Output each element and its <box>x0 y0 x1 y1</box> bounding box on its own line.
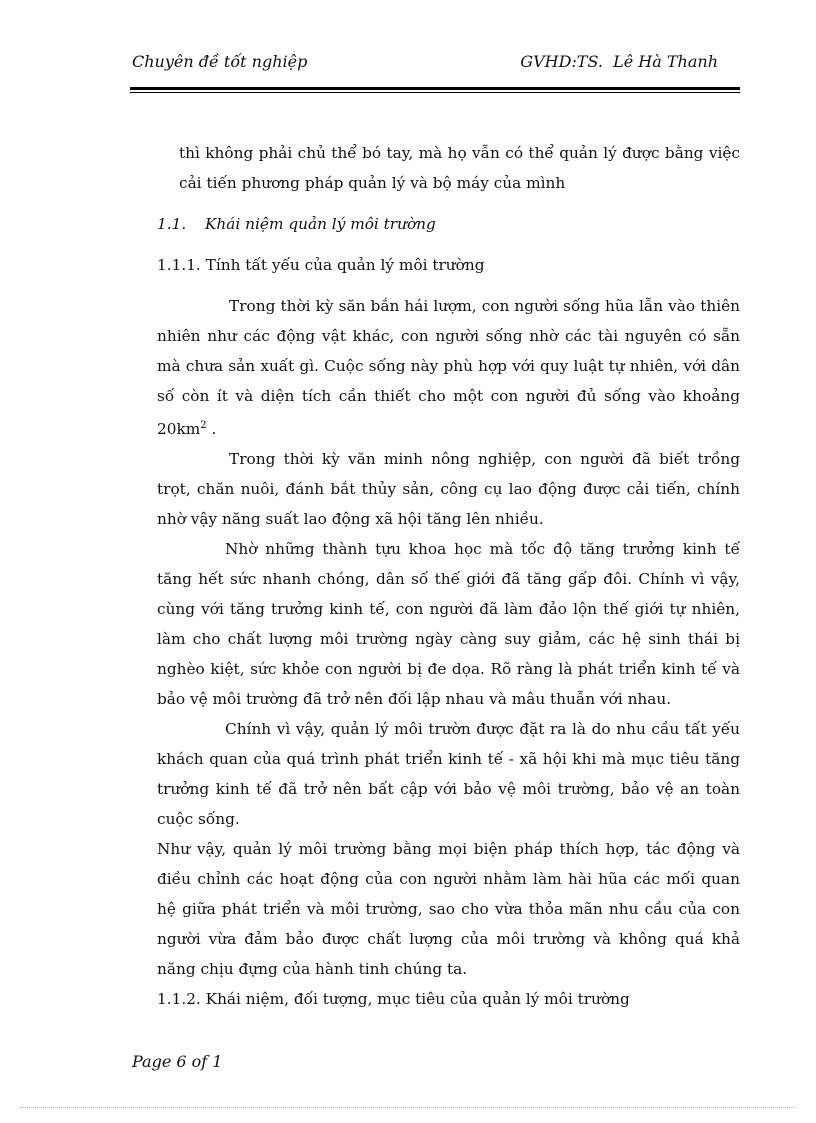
paragraph-4: Chính vì vậy, quản lý môi trườn được đặt ra là do nhu cầu tất yếu khách quan của quá trình phát triển kinh tế - xã hội khi mà mục tiêu tăng trưởng kinh tế đã trở nên bất cập với bảo vệ môi trường, bảo vệ an toàn cuộc sống. <box>157 720 740 829</box>
section-title: Khái niệm quản lý môi trường <box>205 215 436 233</box>
continuation-paragraph: thì không phải chủ thể bó tay, mà họ vẫn có thể quản lý được bằng việc cải tiến phương pháp quản lý và bộ máy của mình <box>179 144 740 192</box>
page-boundary <box>20 1107 796 1108</box>
section-heading <box>157 209 740 239</box>
subsection-heading-1: 1.1.1. Tính tất yếu của quản lý môi trường <box>157 256 485 274</box>
paragraph-5: Như vậy, quản lý môi trường bằng mọi biện pháp thích hợp, tác động và điều chỉnh các hoạt động của con người nhằm làm hài hũa các mối quan hệ giữa phát triển và môi trường, sao cho vừa thỏa mãn nhu cầu của con người vừa đảm bảo được chất lượng của môi trường và không quá khả năng chịu đựng của hành tinh chúng ta. <box>157 840 740 979</box>
subsection-heading-2: 1.1.2. Khái niệm, đối tượng, mục tiêu của quản lý môi trường <box>157 990 630 1009</box>
superscript: 2 <box>200 420 207 431</box>
paragraph-1: Trong thời kỳ săn bắn hái lượm, con người sống hũa lẫn vào thiên nhiên như các động vật khác, con người sống nhờ các tài nguyên có sẵn mà chưa sản xuất gì. Cuộc sống này phù hợp với quy luật tự nhiên, với dân số còn ít và diện tích cần thiết cho một con người đủ sống vào khoảng $20km^2$ . <box>157 297 740 439</box>
header-rule-thick <box>130 87 740 90</box>
header-rule-thin <box>130 92 740 93</box>
page-footer: Page 6 of 1 <box>132 1052 223 1071</box>
document-body <box>157 138 740 1014</box>
header-title: Chuyên đề tốt nghiệp <box>132 52 308 71</box>
paragraph-3: Nhờ những thành tựu khoa học mà tốc độ tăng trưởng kinh tế tăng hết sức nhanh chóng, dân số thế giới đã tăng gấp đôi. Chính vì vậy, cùng với tăng trưởng kinh tế, con người đã làm đảo lộn thế giới tự nhiên, làm cho chất lượng môi trường ngày càng suy giảm, các hệ sinh thái bị nghèo kiệt, sức khỏe con người bị đe dọa. Rõ ràng là phát triển kinh tế và bảo vệ môi trường đã trở nên đối lập nhau và mâu thuẫn với nhau. <box>157 540 740 709</box>
header-advisor: GVHD:TS. Lê Hà Thanh <box>520 52 718 71</box>
section-number: 1.1. <box>157 215 187 233</box>
paragraph-2: Trong thời kỳ văn minh nông nghiệp, con người đã biết trồng trọt, chăn nuôi, đánh bắt thủy sản, công cụ lao động được cải tiến, chính nhờ vậy năng suất lao động xã hội tăng lên nhiều. <box>157 450 740 529</box>
